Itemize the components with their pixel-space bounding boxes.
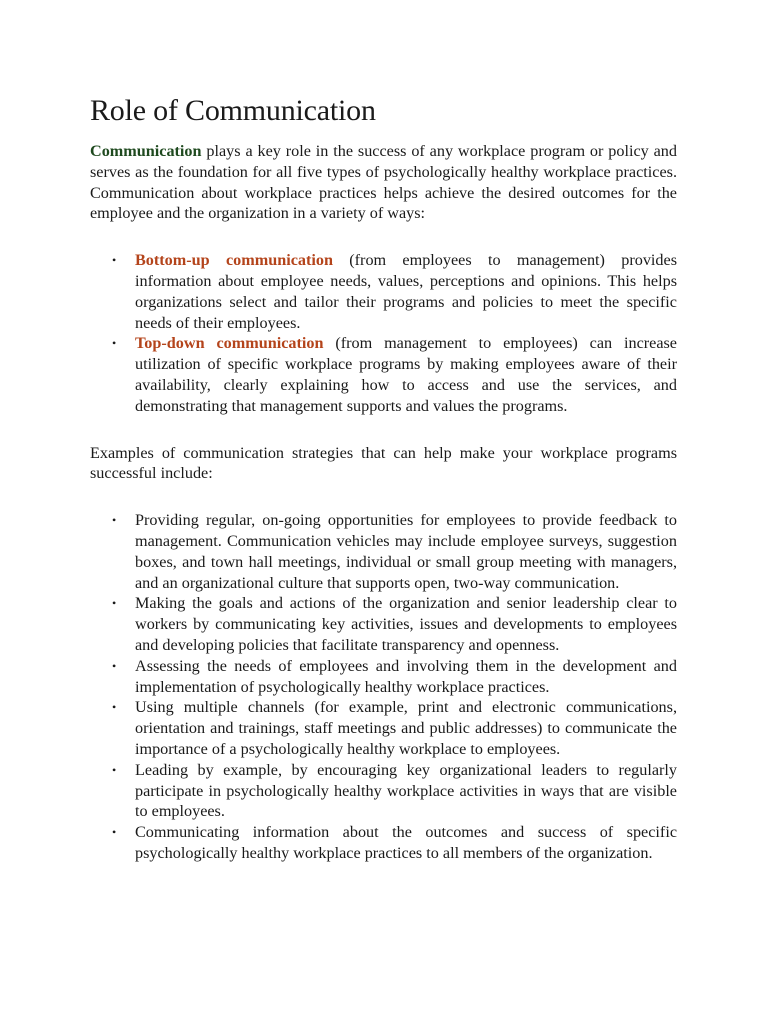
list-item bbox=[90, 250, 677, 333]
bullet-icon: • bbox=[112, 513, 117, 528]
list-item bbox=[90, 333, 677, 416]
list-item bbox=[90, 697, 677, 759]
intro-term: Communication bbox=[90, 142, 202, 160]
bullet-icon: • bbox=[112, 762, 117, 777]
list-item-text: Providing regular, on-going opportunities for employees to provide feedback to management. Communication vehicles may include employee surveys, suggestion boxes, and town hall meetings, individual or small group meeting with managers, and an organizational culture that supports open, two-way communication. bbox=[135, 511, 677, 592]
communication-ways-list bbox=[90, 250, 677, 416]
list-item bbox=[90, 656, 677, 698]
list-item-term: Top-down communication bbox=[135, 334, 324, 353]
list-item bbox=[90, 822, 677, 864]
list-item-text: Communicating information about the outcomes and success of specific psychologically healthy workplace practices to all members of the organization. bbox=[135, 823, 677, 862]
list-item-text: (from employees to management) provides information about employee needs, values, perceptions and opinions. This helps organizations select and tailor their programs and policies to meet the specific needs of their employees. bbox=[135, 251, 677, 332]
list-item bbox=[90, 760, 677, 822]
bullet-icon: • bbox=[112, 658, 117, 673]
page-title: Role of Communication bbox=[90, 94, 376, 127]
list-item bbox=[90, 510, 677, 593]
list-item bbox=[90, 593, 677, 655]
list-item-term: Bottom-up communication bbox=[135, 251, 333, 270]
bullet-icon: • bbox=[112, 700, 117, 715]
bullet-icon: • bbox=[112, 336, 117, 351]
intro-paragraph bbox=[90, 141, 677, 224]
examples-intro-paragraph: Examples of communication strategies that can help make your workplace programs successful include: bbox=[90, 443, 677, 483]
list-item-text: Leading by example, by encouraging key organizational leaders to regularly participate in psychologically healthy workplace activities in ways that are visible to employees. bbox=[135, 760, 677, 821]
list-item-text: Assessing the needs of employees and involving them in the development and implementation of psychologically healthy workplace practices. bbox=[135, 656, 677, 696]
list-item-text: Making the goals and actions of the organization and senior leadership clear to workers by communicating key activities, issues and developments to employees and developing policies that facilitate transparency and openness. bbox=[135, 594, 677, 654]
list-item-text: (from management to employees) can increase utilization of specific workplace programs by making employees aware of their availability, clearly explaining how to access and use the services, and demonstrating that management supports and values the programs. bbox=[135, 334, 677, 415]
list-item-text: Using multiple channels (for example, print and electronic communications, orientation and trainings, staff meetings and public addresses) to communicate the importance of a psychologically healthy workplace to employees. bbox=[135, 698, 677, 758]
document-page bbox=[90, 92, 677, 864]
bullet-icon: • bbox=[112, 596, 117, 611]
intro-text: plays a key role in the success of any workplace program or policy and serves as the foundation for all five types of psychologically healthy workplace practices. Communication about workplace practices helps achieve the desired outcomes for the employee and the organization in a variety of ways: bbox=[90, 142, 677, 223]
bullet-icon: • bbox=[112, 253, 117, 268]
bullet-icon: • bbox=[112, 825, 117, 840]
strategies-list bbox=[90, 510, 677, 864]
